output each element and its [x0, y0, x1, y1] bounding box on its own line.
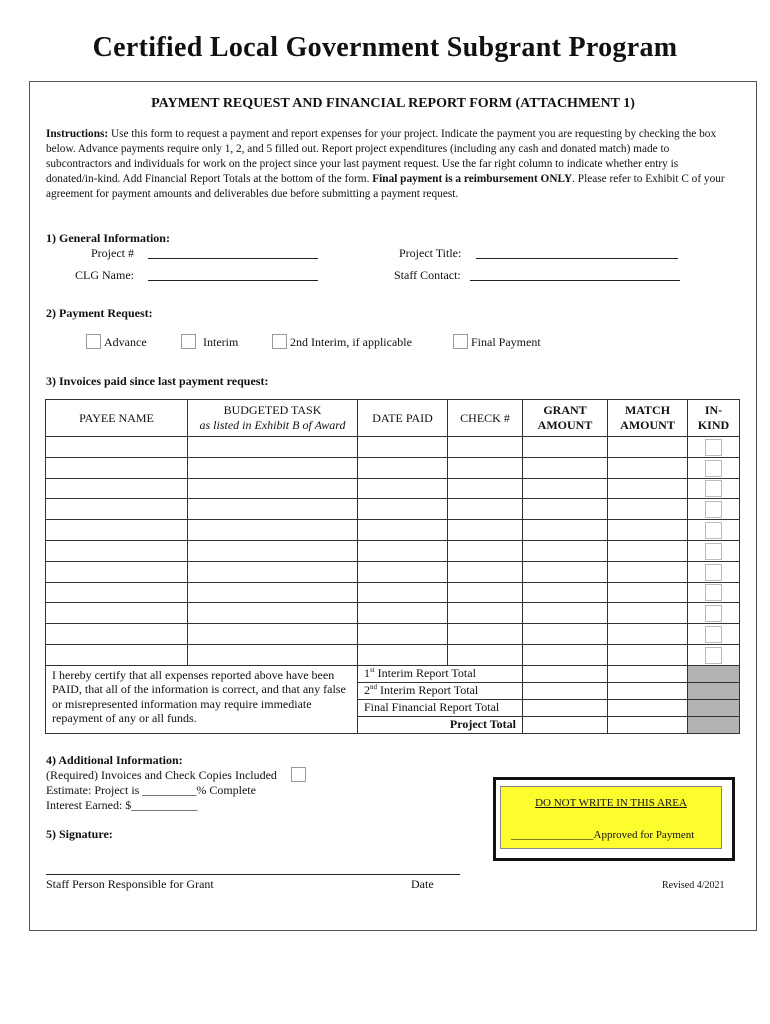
inkind-cell[interactable] — [688, 624, 740, 645]
date-cell[interactable] — [358, 624, 448, 645]
first-interim-grant[interactable] — [523, 665, 608, 682]
payee-cell[interactable] — [46, 520, 188, 541]
check-cell[interactable] — [448, 561, 523, 582]
in-kind-checkbox[interactable] — [705, 626, 722, 643]
do-not-write-label: DO NOT WRITE IN THIS AREA — [535, 797, 687, 809]
check-cell[interactable] — [448, 437, 523, 458]
final-report-match[interactable] — [608, 699, 688, 716]
check-cell[interactable] — [448, 644, 523, 665]
interest-earned[interactable]: Interest Earned: $___________ — [46, 798, 198, 812]
inkind-cell[interactable] — [688, 457, 740, 478]
office-use-box — [493, 777, 735, 861]
col-in-kind — [688, 400, 740, 437]
project-title-field[interactable] — [476, 258, 678, 259]
payee-cell[interactable] — [46, 603, 188, 624]
task-cell[interactable] — [188, 644, 358, 665]
second-interim-grant[interactable] — [523, 682, 608, 699]
table-row — [46, 561, 740, 582]
table-row — [46, 644, 740, 665]
check-cell[interactable] — [448, 603, 523, 624]
in-kind-checkbox[interactable] — [705, 647, 722, 664]
second-interim-shaded — [688, 682, 740, 699]
grant-cell[interactable] — [523, 603, 608, 624]
table-row — [46, 457, 740, 478]
table-row — [46, 603, 740, 624]
instructions-bold: Final payment is a reimbursement ONLY — [372, 173, 573, 185]
instructions-text-2: . Please refer to Exhibit C of your agreement for payment amounts and deliverables due before submitting a payment request. — [46, 173, 725, 200]
inkind-cell[interactable] — [688, 561, 740, 582]
task-cell[interactable] — [188, 582, 358, 603]
payee-cell[interactable] — [46, 644, 188, 665]
general-heading: 1) General Information: — [46, 231, 170, 245]
match-cell[interactable] — [608, 582, 688, 603]
match-cell[interactable] — [608, 603, 688, 624]
instructions — [46, 127, 726, 202]
date-cell[interactable] — [358, 561, 448, 582]
date-label: Date — [411, 877, 434, 891]
col-match-amount — [608, 400, 688, 437]
project-number-label: Project # — [91, 246, 134, 260]
page-title: Certified Local Government Subgrant Program — [92, 32, 678, 63]
first-interim-shaded — [688, 665, 740, 682]
col-date-paid: DATE PAID — [358, 400, 448, 437]
advance-checkbox[interactable] — [86, 334, 101, 349]
col-grant-line2: AMOUNT — [537, 418, 593, 432]
col-budgeted-task-title: BUDGETED TASK — [223, 403, 322, 417]
first-num: 1 — [364, 666, 370, 681]
task-cell[interactable] — [188, 499, 358, 520]
grant-cell[interactable] — [523, 540, 608, 561]
date-cell[interactable] — [358, 478, 448, 499]
table-row — [46, 624, 740, 645]
inkind-cell[interactable] — [688, 520, 740, 541]
invoices-included-label: (Required) Invoices and Check Copies Included — [46, 768, 277, 782]
project-total-grant[interactable] — [523, 716, 608, 733]
in-kind-checkbox[interactable] — [705, 584, 722, 601]
grant-cell[interactable] — [523, 437, 608, 458]
payee-cell[interactable] — [46, 457, 188, 478]
date-cell[interactable] — [358, 520, 448, 541]
revised-date: Revised 4/2021 — [662, 880, 725, 891]
project-total-match[interactable] — [608, 716, 688, 733]
project-title-label: Project Title: — [399, 246, 462, 260]
date-cell[interactable] — [358, 457, 448, 478]
col-budgeted-task — [188, 400, 358, 437]
in-kind-checkbox[interactable] — [705, 543, 722, 560]
clg-name-label: CLG Name: — [75, 268, 134, 282]
match-cell[interactable] — [608, 644, 688, 665]
final-report-shaded — [688, 699, 740, 716]
col-budgeted-task-note: as listed in Exhibit B of Award — [199, 418, 346, 432]
payee-cell[interactable] — [46, 624, 188, 645]
in-kind-checkbox[interactable] — [705, 480, 722, 497]
date-cell[interactable] — [358, 540, 448, 561]
second-interim-checkbox[interactable] — [272, 334, 287, 349]
task-cell[interactable] — [188, 561, 358, 582]
task-cell[interactable] — [188, 603, 358, 624]
final-payment-checkbox[interactable] — [453, 334, 468, 349]
table-row — [46, 520, 740, 541]
grant-cell[interactable] — [523, 624, 608, 645]
col-grant-amount — [523, 400, 608, 437]
advance-label: Advance — [104, 335, 147, 349]
first-interim-total-label — [358, 665, 523, 682]
inkind-cell[interactable] — [688, 478, 740, 499]
grant-cell[interactable] — [523, 561, 608, 582]
second-interim-match[interactable] — [608, 682, 688, 699]
date-cell[interactable] — [358, 499, 448, 520]
certification-statement: I hereby certify that all expenses reported above have been PAID, that all of the information is correct, and that any false or misrepresented information may require immediate repayment of any or all funds. — [46, 665, 358, 733]
payment-heading: 2) Payment Request: — [46, 306, 153, 320]
approved-for-payment-label: _______________Approved for Payment — [511, 829, 695, 841]
additional-heading: 4) Additional Information: — [46, 753, 183, 767]
check-cell[interactable] — [448, 520, 523, 541]
grant-cell[interactable] — [523, 644, 608, 665]
payee-cell[interactable] — [46, 561, 188, 582]
task-cell[interactable] — [188, 624, 358, 645]
inkind-cell[interactable] — [688, 644, 740, 665]
table-row — [46, 540, 740, 561]
task-cell[interactable] — [188, 437, 358, 458]
table-row — [46, 582, 740, 603]
match-cell[interactable] — [608, 499, 688, 520]
second-interim-total-label — [358, 682, 523, 699]
inkind-cell[interactable] — [688, 603, 740, 624]
grant-cell[interactable] — [523, 457, 608, 478]
signature-heading: 5) Signature: — [46, 827, 113, 841]
match-cell[interactable] — [608, 624, 688, 645]
table-row — [46, 478, 740, 499]
grant-cell[interactable] — [523, 499, 608, 520]
instructions-label: Instructions: — [46, 128, 109, 140]
table-row — [46, 437, 740, 458]
payee-cell[interactable] — [46, 499, 188, 520]
in-kind-checkbox[interactable] — [705, 522, 722, 539]
inkind-cell[interactable] — [688, 540, 740, 561]
final-payment-label: Final Payment — [471, 335, 541, 349]
check-cell[interactable] — [448, 457, 523, 478]
inkind-cell[interactable] — [688, 437, 740, 458]
match-cell[interactable] — [608, 561, 688, 582]
task-cell[interactable] — [188, 457, 358, 478]
col-check-number: CHECK # — [448, 400, 523, 437]
match-cell[interactable] — [608, 520, 688, 541]
grant-cell[interactable] — [523, 582, 608, 603]
match-cell[interactable] — [608, 457, 688, 478]
invoices-heading: 3) Invoices paid since last payment request: — [46, 374, 269, 388]
col-match-line1: MATCH — [624, 403, 671, 417]
payee-cell[interactable] — [46, 582, 188, 603]
match-cell[interactable] — [608, 437, 688, 458]
interim-checkbox[interactable] — [181, 334, 196, 349]
task-cell[interactable] — [188, 540, 358, 561]
grant-cell[interactable] — [523, 478, 608, 499]
col-match-line2: AMOUNT — [620, 418, 675, 432]
col-inkind-line2: KIND — [697, 418, 730, 432]
task-cell[interactable] — [188, 478, 358, 499]
staff-responsible-label: Staff Person Responsible for Grant — [46, 877, 214, 891]
table-row — [46, 499, 740, 520]
clg-name-field[interactable] — [148, 280, 318, 281]
second-rest: Interim Report Total — [377, 683, 479, 698]
date-cell[interactable] — [358, 644, 448, 665]
estimate-complete[interactable]: Estimate: Project is _________% Complete — [46, 783, 256, 797]
check-cell[interactable] — [448, 582, 523, 603]
payee-cell[interactable] — [46, 540, 188, 561]
form-subtitle: PAYMENT REQUEST AND FINANCIAL REPORT FORM (ATTACHMENT 1) — [151, 96, 635, 111]
project-total-shaded — [688, 716, 740, 733]
first-interim-match[interactable] — [608, 665, 688, 682]
check-cell[interactable] — [448, 499, 523, 520]
in-kind-checkbox[interactable] — [705, 460, 722, 477]
date-cell[interactable] — [358, 603, 448, 624]
inkind-cell[interactable] — [688, 499, 740, 520]
first-sup: st — [370, 666, 375, 675]
payee-cell[interactable] — [46, 437, 188, 458]
task-cell[interactable] — [188, 520, 358, 541]
project-total-label: Project Total — [358, 716, 523, 733]
date-cell[interactable] — [358, 437, 448, 458]
invoices-included-checkbox[interactable] — [291, 767, 306, 782]
interim-label: Interim — [203, 335, 239, 349]
col-payee-name: PAYEE NAME — [46, 400, 188, 437]
check-cell[interactable] — [448, 478, 523, 499]
col-grant-line1: GRANT — [543, 403, 587, 417]
second-num: 2 — [364, 683, 370, 698]
in-kind-checkbox[interactable] — [705, 439, 722, 456]
payee-cell[interactable] — [46, 478, 188, 499]
final-report-grant[interactable] — [523, 699, 608, 716]
invoice-table — [45, 399, 740, 734]
first-rest: Interim Report Total — [374, 666, 476, 681]
staff-contact-label: Staff Contact: — [394, 268, 461, 282]
check-cell[interactable] — [448, 624, 523, 645]
staff-contact-field[interactable] — [470, 280, 680, 281]
check-cell[interactable] — [448, 540, 523, 561]
date-cell[interactable] — [358, 582, 448, 603]
grant-cell[interactable] — [523, 520, 608, 541]
second-interim-label: 2nd Interim, if applicable — [290, 335, 412, 349]
in-kind-checkbox[interactable] — [705, 564, 722, 581]
inkind-cell[interactable] — [688, 582, 740, 603]
col-inkind-line1: IN- — [704, 403, 723, 417]
in-kind-checkbox[interactable] — [705, 605, 722, 622]
project-number-field[interactable] — [148, 258, 318, 259]
form-frame — [29, 81, 757, 931]
office-use-area — [500, 786, 722, 849]
match-cell[interactable] — [608, 540, 688, 561]
signature-line[interactable] — [46, 874, 460, 875]
match-cell[interactable] — [608, 478, 688, 499]
instructions-text-1: Use this form to request a payment and report expenses for your project. Indicate the payment you are requesting by checking the box below. Advance payments require only 1, 2, and 5 filled out. Report project expenditures (including any cash and donated match) made to subcontractors and individuals for work on the project since your last payment request. Use the far right column to indicate whether entry is donated/in-kind. Add Financial Report Totals at the bottom of the form. — [46, 128, 717, 185]
final-report-total-label: Final Financial Report Total — [358, 699, 523, 716]
second-sup: nd — [370, 683, 377, 692]
in-kind-checkbox[interactable] — [705, 501, 722, 518]
